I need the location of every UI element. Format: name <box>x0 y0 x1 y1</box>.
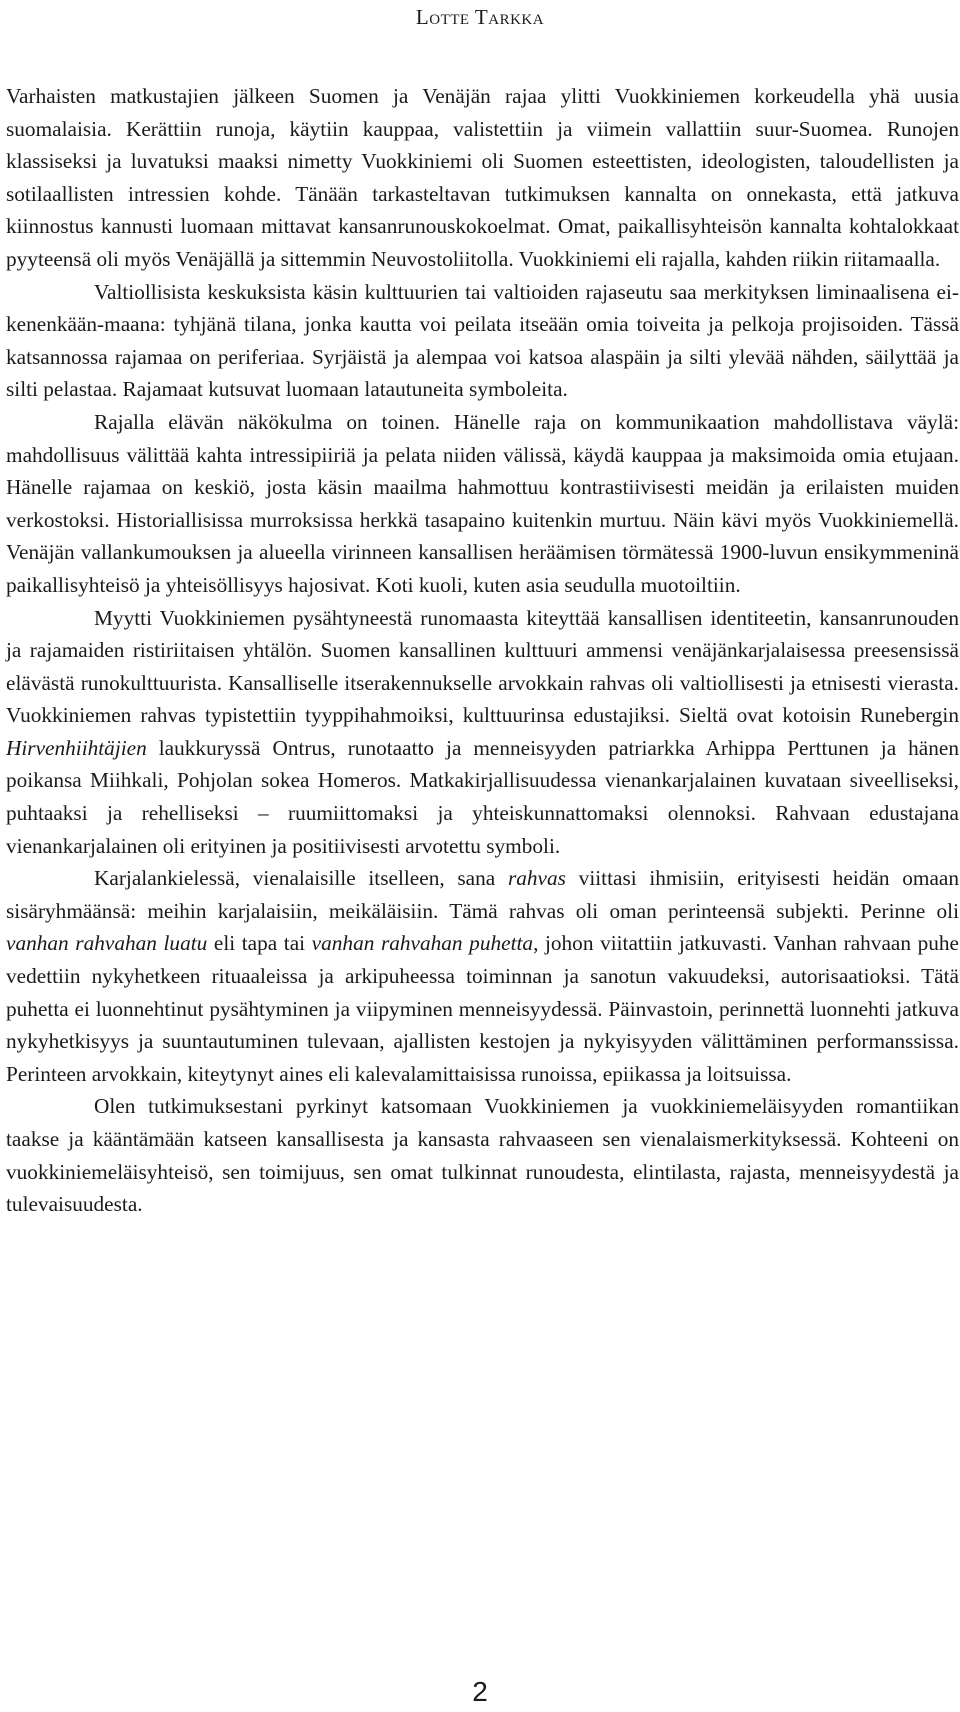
paragraph-text: viittasi ihmisiin, erityisesti heidän omaan sisäryhmäänsä: meihin karjalaisiin, meikäläisiin. Tämä rahvas oli oman perinteensä subjekti. Perinne oli <box>6 866 960 923</box>
paragraph-text: laukkuryssä Ontrus, runotaatto ja menneisyyden patriarkka Arhippa Perttunen ja hänen poikansa Miihkali, Pohjolan sokea Homeros. Matkakirjallisuudessa vienankarjalainen kuvataan siveelliseksi, puhtaaksi ja rehelliseksi – ruumiittomaksi ja yhteiskunnattomaksi olennoksi. Rahvaan edustajana vienankarjalainen oli erityinen ja positiivisesti arvotettu symboli. <box>6 735 959 858</box>
body-paragraph <box>6 862 959 1090</box>
paragraph-text: Myytti Vuokkiniemen pysähtyneestä runomaasta kiteyttää kansallisen identiteetin, kansanrunouden ja rajamaiden ristiriitaisen yhtälön. Suomen kansallinen kulttuuri ammensi venäjänkarjalaisessa preesensissä elävästä runokulttuurista. Kansalliselle itserakennukselle arvokkain rahvas oli valtiollisesti ja etnisesti vierasta. Vuokkiniemen rahvas typistettiin tyyppihahmoiksi, kulttuurinsa edustajiksi. Sieltä ovat kotoisin Runebergin <box>6 605 959 728</box>
paragraph-text: Rajalla elävän näkökulma on toinen. Hänelle raja on kommunikaation mahdollistava väylä: mahdollisuus välittää kahta intressipiiriä ja pelata niiden välissä, käydä kauppaa ja maksimoida omia etujaan. Hänelle rajamaa on keskiö, josta käsin maailma hahmottuu kontrastiivisesti meidän ja erilaisten muiden verkostoksi. Historiallisissa murroksissa herkkä tasapaino kuitenkin murtuu. Näin kävi myös Vuokkiniemellä. Venäjän vallankumouksen ja alueella virinneen kansallisen heräämisen törmätessä 1900-luvun ensikymmeninä paikallisyhteisö ja yhteisöllisyys hajosivat. Koti kuoli, kuten asia seudulla muotoiltiin. <box>6 409 959 597</box>
paragraph-text: Olen tutkimuksestani pyrkinyt katsomaan Vuokkiniemen ja vuokkiniemeläisyyden romantiikan taakse ja kääntämään katseen kansallisesta ja kansasta rahvaaseen sen vienalaismerkityksessä. Kohteeni on vuokkiniemeläisyhteisö, sen toimijuus, sen omat tulkinnat runoudesta, elintilasta, rajasta, menneisyydestä ja tulevaisuudesta. <box>6 1094 959 1217</box>
paragraph-text: eli tapa tai <box>207 931 312 956</box>
paragraph-text: Varhaisten matkustajien jälkeen Suomen ja Venäjän rajaa ylitti Vuokkiniemen korkeudella yhä uusia suomalaisia. Kerättiin runoja, käytiin kauppaa, valistettiin ja viimein vallattiin suur-Suomea. Runojen klassiseksi ja luvatuksi maaksi nimetty Vuokkiniemi oli Suomen esteettisten, ideologisten, taloudellisten ja sotilaallisten intressien kohde. Tänään tarkasteltavan tutkimuksen kannalta on onnekasta, että jatkuva kiinnostus kannusti luomaan mittavat kansanrunouskokoelmat. Omat, paikallisyhteisön kannalta kohtalokkaat pyyteensä oli myös Venäjällä ja sittemmin Neuvostoliitolla. Vuokkiniemi eli rajalla, kahden riikin riitamaalla. <box>6 84 959 271</box>
running-head: Lotte Tarkka <box>415 5 545 29</box>
page-number: 2 <box>472 1676 488 1707</box>
paragraph-text: Karjalankielessä, vienalaisille itselleen, sana <box>94 866 508 891</box>
body-paragraph <box>6 602 959 863</box>
italic-term: Hirvenhiihtäjien <box>6 735 147 760</box>
paragraph-text: Valtiollisista keskuksista käsin kulttuurien tai valtioiden rajaseutu saa merkityksen liminaalisena ei-kenenkään-maana: tyhjänä tilana, jonka kautta voi peilata itseään omia toiveita ja pelkoja projisoiden. Tässä katsannossa rajamaa on periferiaa. Syrjäistä ja alempaa voi katsoa alaspäin ja silti ylevää nähden, säilyttää ja silti pelastaa. Rajamaat kutsuvat luomaan latautuneita symboleita. <box>6 279 959 402</box>
body-text <box>6 80 959 1221</box>
body-paragraph <box>6 1090 959 1220</box>
body-paragraph <box>6 276 959 406</box>
body-paragraph <box>6 80 959 276</box>
body-paragraph <box>6 406 959 602</box>
italic-term: vanhan rahvahan puhetta <box>311 931 534 956</box>
italic-term: rahvas <box>507 866 566 891</box>
paragraph-text: , johon viitattiin jatkuvasti. Vanhan rahvaan puhe vedettiin nykyhetkeen rituaaleissa ja arkipuheessa toiminnan ja sanotun vakuudeksi, autorisaatioksi. Tätä puhetta ei luonnehtinut pysähtyminen ja viipyminen menneisyydessä. Päinvastoin, perinnettä luonnehti jatkuva nykyhetkisyys ja suuntautuminen tulevaan, ajallisten kestojen ja nykyisyyden välittäminen performanssissa. Perinteen arvokkain, kiteytynyt aines eli kalevalamittaisissa runoissa, epiikassa ja loitsuissa. <box>6 931 959 1086</box>
italic-term: vanhan rahvahan luatu <box>6 931 208 956</box>
